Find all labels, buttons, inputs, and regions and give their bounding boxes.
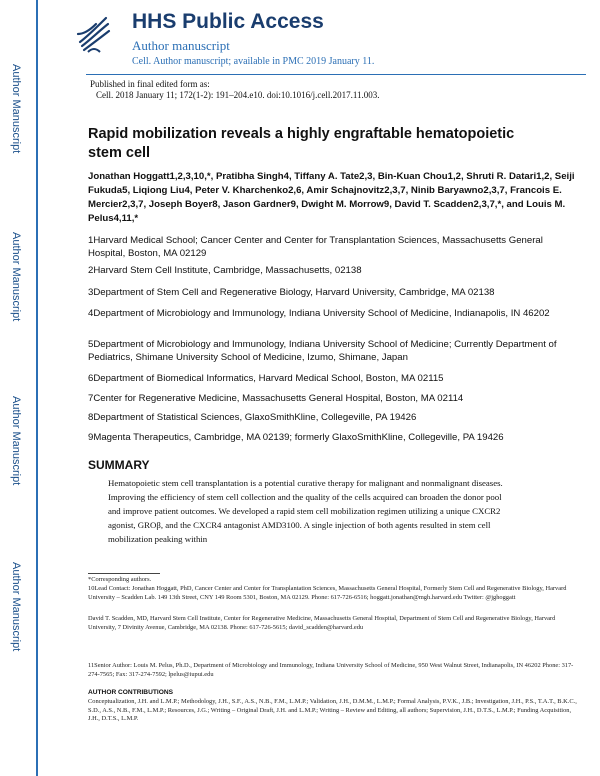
footnote-senior-author: 11Senior Author: Louis M. Pelus, Ph.D., Department of Microbiology and Immunology, Indiana University School of Medicine, 950 West Walnut Street, Indianapolis, IN 46202 Phone: 317-274-7565; Fax: 317-274-7592; lpelus@iupui.edu xyxy=(88,662,574,678)
article-title: Rapid mobilization reveals a highly engraftable hematopoietic stem cell xyxy=(88,126,515,161)
author-manuscript-subtitle: Author manuscript xyxy=(132,38,230,53)
footnote-scadden: David T. Scadden, MD, Harvard Stem Cell Institute, Center for Regenerative Medicine, Massachusetts General Hospital, Department of Stem Cell and Regenerative Biology, Harvard University, 7 Divinity Avenue, Cambridge, MA 02138. Phone: 617-726-5615; david_scadden@harvard.edu xyxy=(88,615,556,631)
citation: Cell. 2018 January 11; 172(1-2): 191–204.e10. doi:10.1016/j.cell.2017.11.003. xyxy=(96,90,380,100)
affiliation: 6Department of Biomedical Informatics, Harvard Medical School, Boston, MA 02115 xyxy=(88,373,444,384)
author-list: Jonathan Hoggatt1,2,3,10,*, Pratibha Singh4, Tiffany A. Tate2,3, Bin-Kuan Chou1,2, Shruti R. Datari1,2, Seiji Fukuda5, Liqiong Liu4, Peter V. Kharchenko2,6, Amir Schajnovitz2,3,7, Ninib Baryawno2,3,7, Francois E. Mercier2,3,7, Joseph Boyer8, Jason Gardner9, Dwight M. Morrow9, David T. Scadden2,3,7,*, and Louis M. Pelus4,11,* xyxy=(88,171,575,224)
footnote-corresponding: *Corresponding authors. xyxy=(88,576,152,583)
affiliation: 3Department of Stem Cell and Regenerative Biology, Harvard University, Cambridge, MA 02138 xyxy=(88,287,495,298)
author-contributions-heading: AUTHOR CONTRIBUTIONS xyxy=(88,689,173,696)
affiliation: 4Department of Microbiology and Immunology, Indiana University School of Medicine, Indianapolis, IN 46202 xyxy=(88,308,550,319)
affiliation: 5Department of Microbiology and Immunology, Indiana University School of Medicine; Currently Department of Pediatrics, Shimane University School of Medicine, Izumo, Shimane, Japan xyxy=(88,339,557,363)
author-manuscript-label: Author Manuscript xyxy=(10,232,22,322)
published-label: Published in final edited form as: xyxy=(90,79,210,89)
affiliation: 1Harvard Medical School; Cancer Center and Center for Transplantation Sciences, Massachusetts General Hospital, Boston, MA 02129 xyxy=(88,235,543,259)
affiliation: 7Center for Regenerative Medicine, Massachusetts General Hospital, Boston, MA 02114 xyxy=(88,393,464,404)
footnote-divider xyxy=(88,573,160,574)
affiliation: 9Magenta Therapeutics, Cambridge, MA 02139; formerly GlaxoSmithKline, Collegeville, PA 19426 xyxy=(88,432,504,443)
header-divider xyxy=(86,74,586,75)
affiliation: 8Department of Statistical Sciences, GlaxoSmithKline, Collegeville, PA 19426 xyxy=(88,412,417,423)
author-contributions-text: Conceptualization, J.H. and L.M.P.; Methodology, J.H., S.F., A.S., N.B., F.M., L.M.P.; Validation, J.H., D.M.M., L.M.P.; Formal Analysis, P.V.K., J.B.; Investigation, J.H., P.S., T.A.T., B.K.C., S.D., A.S., N.B., F.M., L.M.P.; Resources, J.G.; Writing – Original Draft, J.H. and L.M.P.; Writing – Review and Editing, all authors; Supervision, J.H., D.T.S., L.M.P.; Funding Acquisition, J.H., D.T.S., L.M.P. xyxy=(88,698,577,723)
footnote-lead-contact: 10Lead Contact: Jonathan Hoggatt, PhD, Cancer Center and Center for Transplantation Sciences, Massachusetts General Hospital, Formerly Stem Cell and Regenerative Biology, Harvard University – Scadden Lab. 149 13th Street, CNY 149 Room 5301, Boston, MA 02129. Phone: 617-726-6516; hoggatt.jonathan@mgh.harvard.edu Twitter: @jghoggatt xyxy=(88,585,567,601)
summary-text: Hematopoietic stem cell transplantation is a potential curative therapy for malignant and nonmalignant diseases. Improving the efficiency of stem cell collection and the quality of the cells acquired can broaden the donor pool and improve patient outcomes. We developed a rapid stem cell mobilization regimen utilizing a unique CXCR2 agonist, GROβ, and the CXCR4 antagonist AMD3100. A single injection of both agents resulted in stem cell mobilization peaking within xyxy=(108,478,503,544)
author-manuscript-label: Author Manuscript xyxy=(10,396,22,486)
summary-heading: SUMMARY xyxy=(88,458,150,472)
availability-note: Cell. Author manuscript; available in PMC 2019 January 11. xyxy=(132,56,375,67)
affiliation: 2Harvard Stem Cell Institute, Cambridge, Massachusetts, 02138 xyxy=(88,265,362,276)
hhs-eagle-logo-icon xyxy=(74,12,112,56)
margin-rule xyxy=(36,0,38,776)
author-manuscript-label: Author Manuscript xyxy=(10,562,22,652)
hhs-public-access-title: HHS Public Access xyxy=(132,10,324,33)
margin-sidebar xyxy=(0,0,36,776)
author-manuscript-label: Author Manuscript xyxy=(10,64,22,154)
